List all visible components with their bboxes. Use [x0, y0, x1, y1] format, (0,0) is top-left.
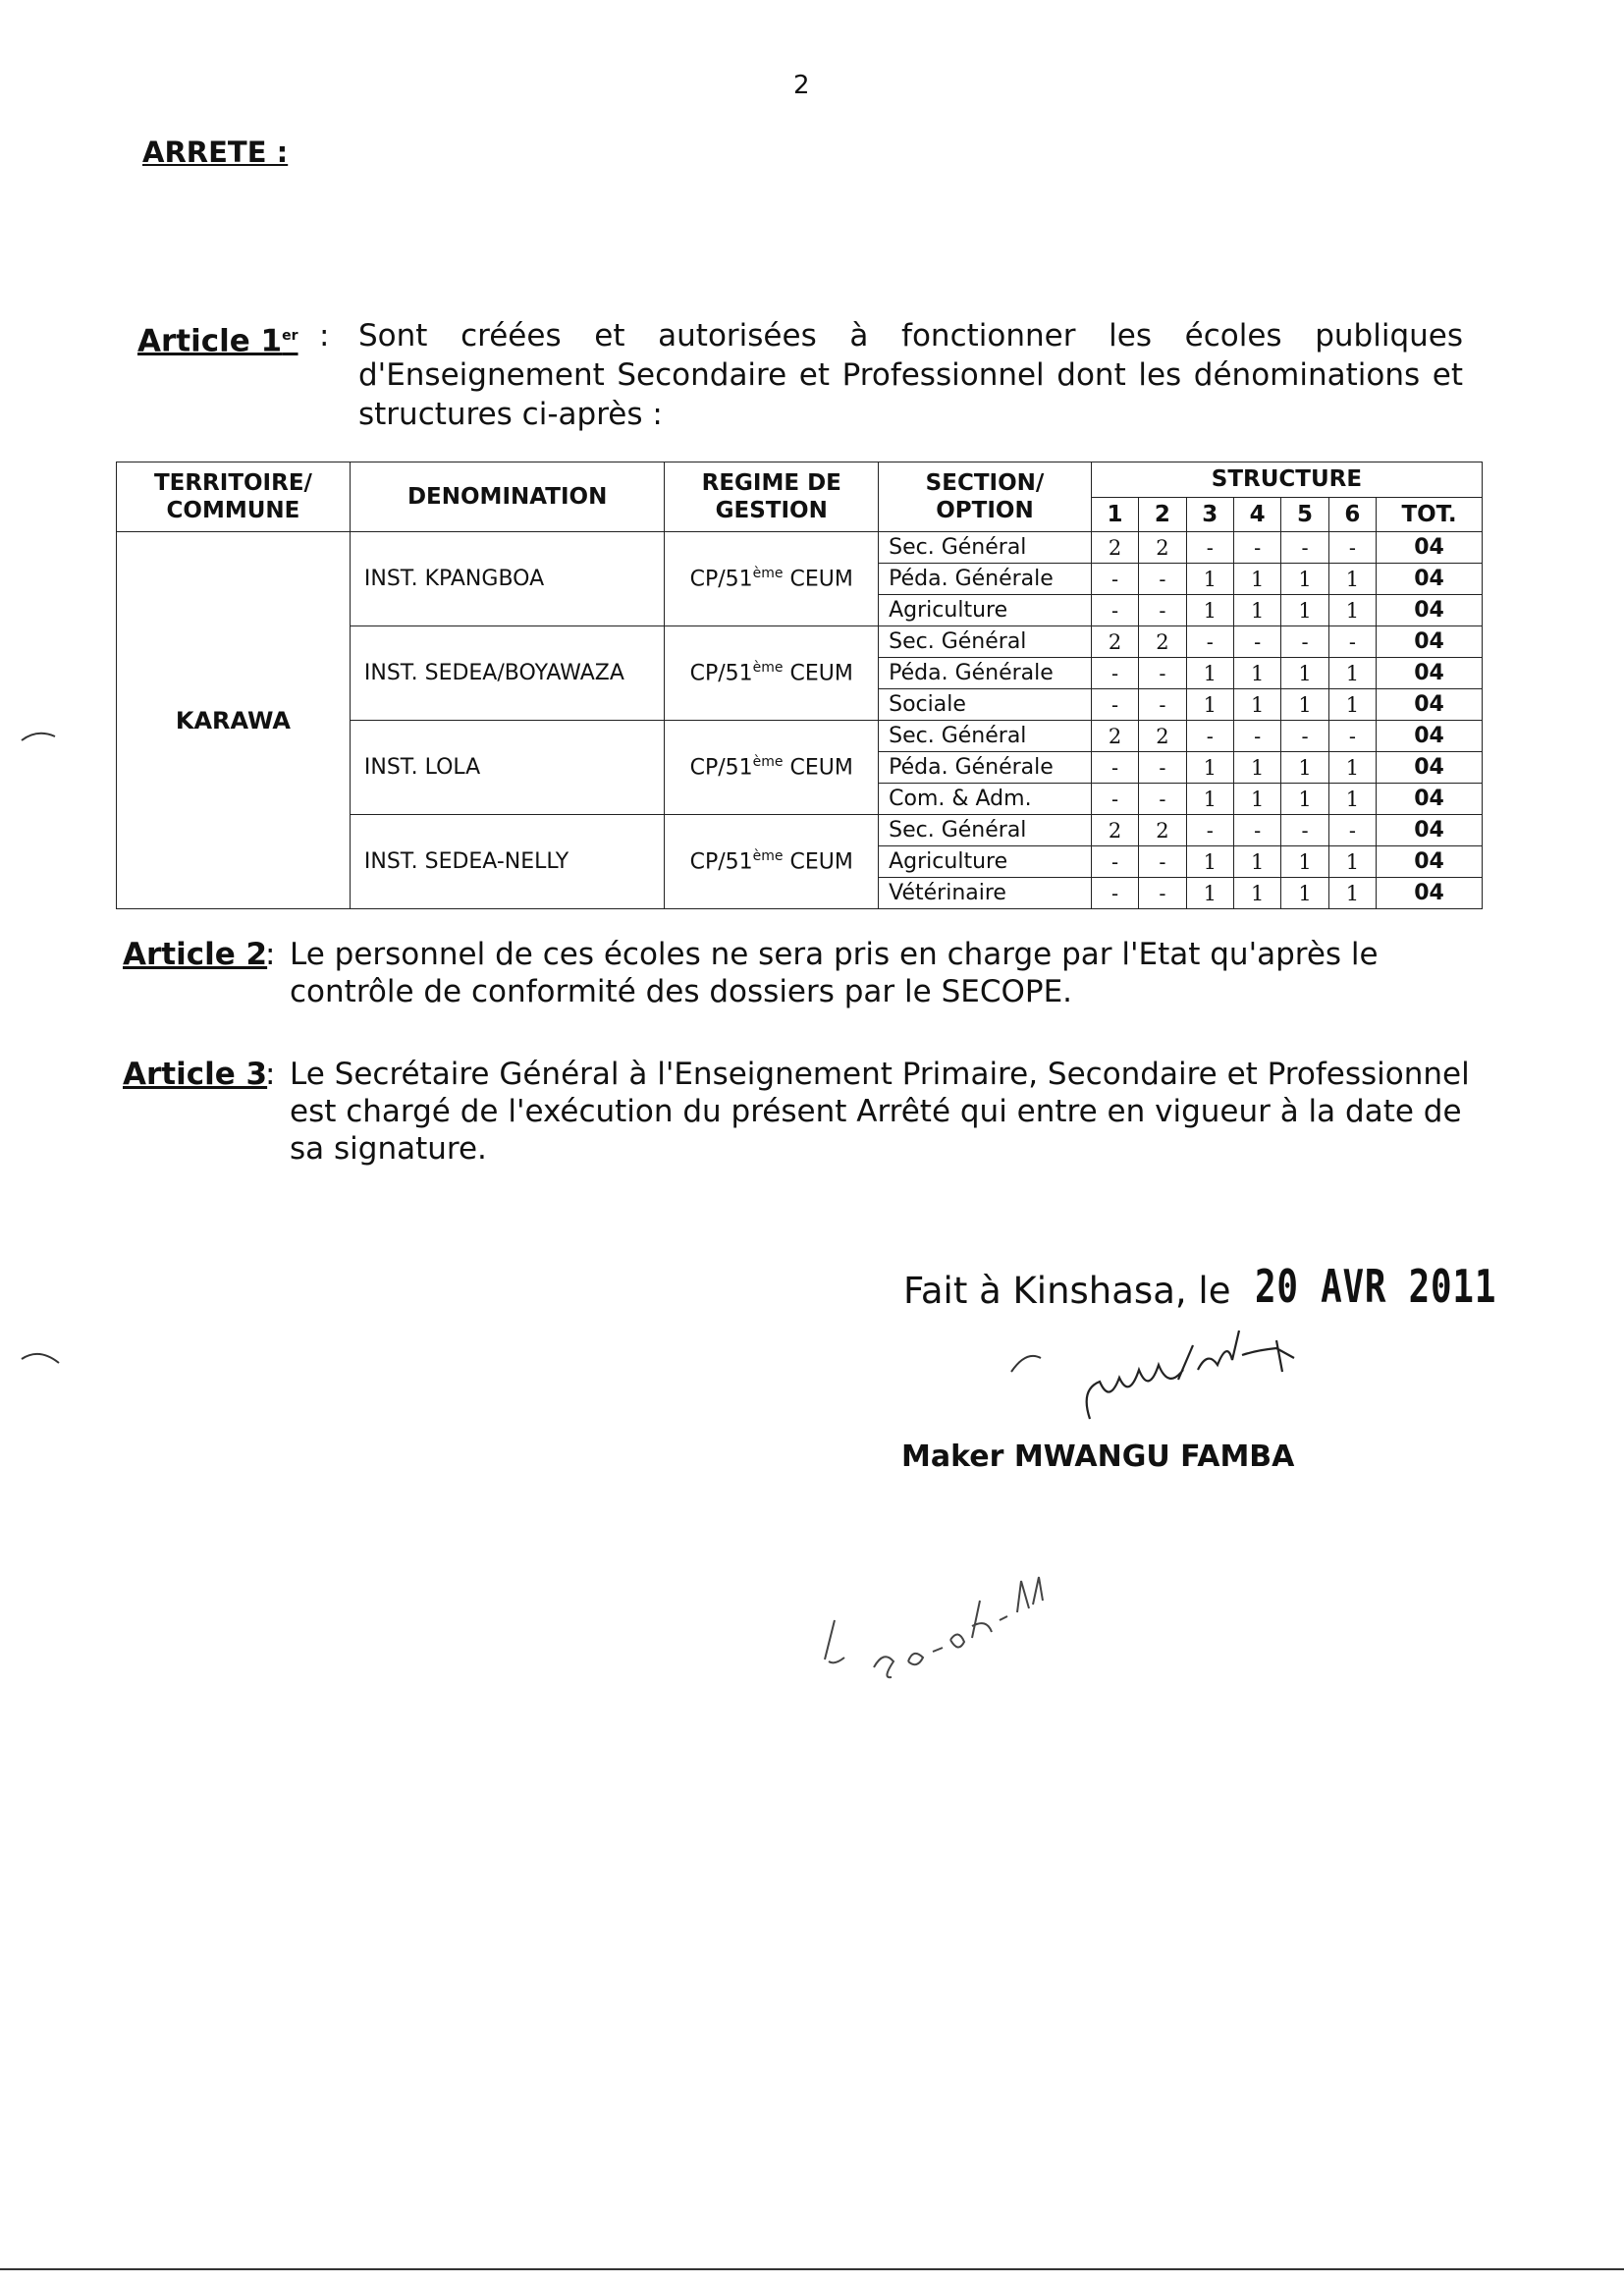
- total-cell: 04: [1377, 846, 1483, 878]
- class-count-cell: 1: [1328, 752, 1376, 784]
- class-count-cell: 1: [1281, 689, 1328, 721]
- class-count-cell: -: [1091, 784, 1138, 815]
- class-count-cell: 1: [1186, 564, 1233, 595]
- schools-structure-table: [116, 462, 1483, 909]
- header-class-5: 5: [1281, 497, 1328, 532]
- class-count-cell: 1: [1233, 752, 1280, 784]
- article-2-colon: :: [265, 937, 276, 972]
- option-cell: Agriculture: [879, 846, 1092, 878]
- class-count-cell: -: [1091, 689, 1138, 721]
- class-count-cell: 1: [1186, 658, 1233, 689]
- class-count-cell: 2: [1139, 721, 1186, 752]
- header-class-4: 4: [1233, 497, 1280, 532]
- option-cell: Sec. Général: [879, 721, 1092, 752]
- class-count-cell: -: [1281, 815, 1328, 846]
- regime-cell: CP/51ème CEUM: [665, 532, 879, 626]
- total-cell: 04: [1377, 815, 1483, 846]
- class-count-cell: -: [1139, 564, 1186, 595]
- school-name-cell: INST. LOLA: [350, 721, 665, 815]
- option-cell: Sociale: [879, 689, 1092, 721]
- class-count-cell: -: [1091, 595, 1138, 626]
- total-cell: 04: [1377, 752, 1483, 784]
- class-count-cell: -: [1091, 658, 1138, 689]
- article-1-colon: :: [319, 318, 330, 353]
- class-count-cell: -: [1091, 878, 1138, 909]
- total-cell: 04: [1377, 784, 1483, 815]
- class-count-cell: -: [1281, 721, 1328, 752]
- margin-hole-punch-mark: [20, 1345, 63, 1369]
- option-cell: Péda. Générale: [879, 752, 1092, 784]
- class-count-cell: -: [1139, 595, 1186, 626]
- header-total: TOT.: [1377, 497, 1483, 532]
- header-denomination: DENOMINATION: [350, 462, 665, 532]
- class-count-cell: 2: [1139, 626, 1186, 658]
- class-count-cell: 1: [1328, 658, 1376, 689]
- option-cell: Péda. Générale: [879, 658, 1092, 689]
- class-count-cell: 1: [1186, 689, 1233, 721]
- decree-heading: ARRETE :: [142, 136, 289, 169]
- article-3-colon: :: [265, 1057, 276, 1092]
- margin-hole-punch-mark: [20, 727, 59, 746]
- class-count-cell: 1: [1233, 878, 1280, 909]
- class-count-cell: 1: [1186, 878, 1233, 909]
- class-count-cell: -: [1281, 532, 1328, 564]
- regime-cell: CP/51ème CEUM: [665, 721, 879, 815]
- class-count-cell: -: [1091, 564, 1138, 595]
- class-count-cell: -: [1139, 846, 1186, 878]
- class-count-cell: 1: [1233, 784, 1280, 815]
- class-count-cell: -: [1091, 752, 1138, 784]
- school-name-cell: INST. SEDEA-NELLY: [350, 815, 665, 909]
- class-count-cell: 1: [1281, 752, 1328, 784]
- date-stamp: 20 AVR 2011: [1255, 1260, 1497, 1313]
- class-count-cell: -: [1281, 626, 1328, 658]
- article-2-text: Le personnel de ces écoles ne sera pris en charge par l'Etat qu'après le contrôle de conformité des dossiers par le SECOPE.: [290, 937, 1379, 1009]
- class-count-cell: 1: [1233, 658, 1280, 689]
- class-count-cell: 1: [1233, 564, 1280, 595]
- class-count-cell: -: [1091, 846, 1138, 878]
- option-cell: Sec. Général: [879, 626, 1092, 658]
- class-count-cell: -: [1233, 532, 1280, 564]
- class-count-cell: 1: [1281, 595, 1328, 626]
- class-count-cell: -: [1233, 721, 1280, 752]
- article-1-label: Article 1er: [137, 323, 298, 359]
- option-cell: Sec. Général: [879, 532, 1092, 564]
- handwritten-signature: [982, 1311, 1335, 1429]
- class-count-cell: -: [1328, 815, 1376, 846]
- header-class-3: 3: [1186, 497, 1233, 532]
- total-cell: 04: [1377, 532, 1483, 564]
- class-count-cell: 1: [1186, 595, 1233, 626]
- class-count-cell: 1: [1186, 784, 1233, 815]
- bottom-scan-line: [0, 2268, 1624, 2270]
- class-count-cell: 1: [1281, 846, 1328, 878]
- total-cell: 04: [1377, 595, 1483, 626]
- header-section-option: SECTION/ OPTION: [879, 462, 1092, 532]
- option-cell: Com. & Adm.: [879, 784, 1092, 815]
- article-1-text: Sont créées et autorisées à fonctionner les écoles publiques d'Enseignement Secondaire et Professionnel dont les dénominations et structures ci-après :: [358, 318, 1463, 432]
- class-count-cell: -: [1328, 721, 1376, 752]
- table-row: [117, 532, 1483, 564]
- class-count-cell: -: [1186, 626, 1233, 658]
- class-count-cell: 1: [1281, 658, 1328, 689]
- article-2-label: Article 2: [123, 937, 268, 972]
- total-cell: 04: [1377, 721, 1483, 752]
- class-count-cell: 1: [1328, 784, 1376, 815]
- territoire-cell: KARAWA: [117, 532, 351, 909]
- option-cell: Vétérinaire: [879, 878, 1092, 909]
- class-count-cell: 2: [1139, 815, 1186, 846]
- class-count-cell: 1: [1328, 595, 1376, 626]
- total-cell: 04: [1377, 564, 1483, 595]
- article-3-label: Article 3: [123, 1057, 268, 1092]
- option-cell: Agriculture: [879, 595, 1092, 626]
- class-count-cell: 1: [1233, 846, 1280, 878]
- class-count-cell: -: [1186, 815, 1233, 846]
- header-structure: STRUCTURE: [1091, 462, 1482, 498]
- class-count-cell: 1: [1186, 752, 1233, 784]
- class-count-cell: -: [1139, 689, 1186, 721]
- regime-cell: CP/51ème CEUM: [665, 815, 879, 909]
- class-count-cell: 1: [1281, 878, 1328, 909]
- class-count-cell: -: [1186, 532, 1233, 564]
- class-count-cell: 1: [1328, 878, 1376, 909]
- class-count-cell: -: [1186, 721, 1233, 752]
- class-count-cell: 1: [1281, 784, 1328, 815]
- class-count-cell: -: [1139, 784, 1186, 815]
- signatory-name: Maker MWANGU FAMBA: [901, 1440, 1295, 1474]
- class-count-cell: 2: [1091, 721, 1138, 752]
- total-cell: 04: [1377, 658, 1483, 689]
- header-regime: REGIME DE GESTION: [665, 462, 879, 532]
- class-count-cell: 1: [1328, 564, 1376, 595]
- class-count-cell: 2: [1091, 815, 1138, 846]
- option-cell: Sec. Général: [879, 815, 1092, 846]
- class-count-cell: 2: [1091, 532, 1138, 564]
- school-name-cell: INST. SEDEA/BOYAWAZA: [350, 626, 665, 721]
- class-count-cell: -: [1328, 532, 1376, 564]
- class-count-cell: 1: [1233, 689, 1280, 721]
- class-count-cell: 1: [1328, 689, 1376, 721]
- class-count-cell: -: [1139, 878, 1186, 909]
- page-number: 2: [793, 71, 810, 100]
- class-count-cell: -: [1233, 626, 1280, 658]
- class-count-cell: -: [1328, 626, 1376, 658]
- class-count-cell: -: [1139, 658, 1186, 689]
- class-count-cell: 2: [1139, 532, 1186, 564]
- option-cell: Péda. Générale: [879, 564, 1092, 595]
- header-class-1: 1: [1091, 497, 1138, 532]
- class-count-cell: -: [1139, 752, 1186, 784]
- total-cell: 04: [1377, 689, 1483, 721]
- class-count-cell: 1: [1233, 595, 1280, 626]
- regime-cell: CP/51ème CEUM: [665, 626, 879, 721]
- class-count-cell: 1: [1186, 846, 1233, 878]
- header-class-2: 2: [1139, 497, 1186, 532]
- class-count-cell: -: [1233, 815, 1280, 846]
- header-class-6: 6: [1328, 497, 1376, 532]
- place-date-label: Fait à Kinshasa, le: [903, 1270, 1231, 1312]
- school-name-cell: INST. KPANGBOA: [350, 532, 665, 626]
- class-count-cell: 1: [1328, 846, 1376, 878]
- handwritten-initials-mark: [815, 1551, 1051, 1699]
- total-cell: 04: [1377, 878, 1483, 909]
- class-count-cell: 1: [1281, 564, 1328, 595]
- article-3-text: Le Secrétaire Général à l'Enseignement Primaire, Secondaire et Professionnel est chargé de l'exécution du présent Arrêté qui entre en vigueur à la date de sa signature.: [290, 1057, 1470, 1167]
- total-cell: 04: [1377, 626, 1483, 658]
- class-count-cell: 2: [1091, 626, 1138, 658]
- header-territoire: TERRITOIRE/ COMMUNE: [117, 462, 351, 532]
